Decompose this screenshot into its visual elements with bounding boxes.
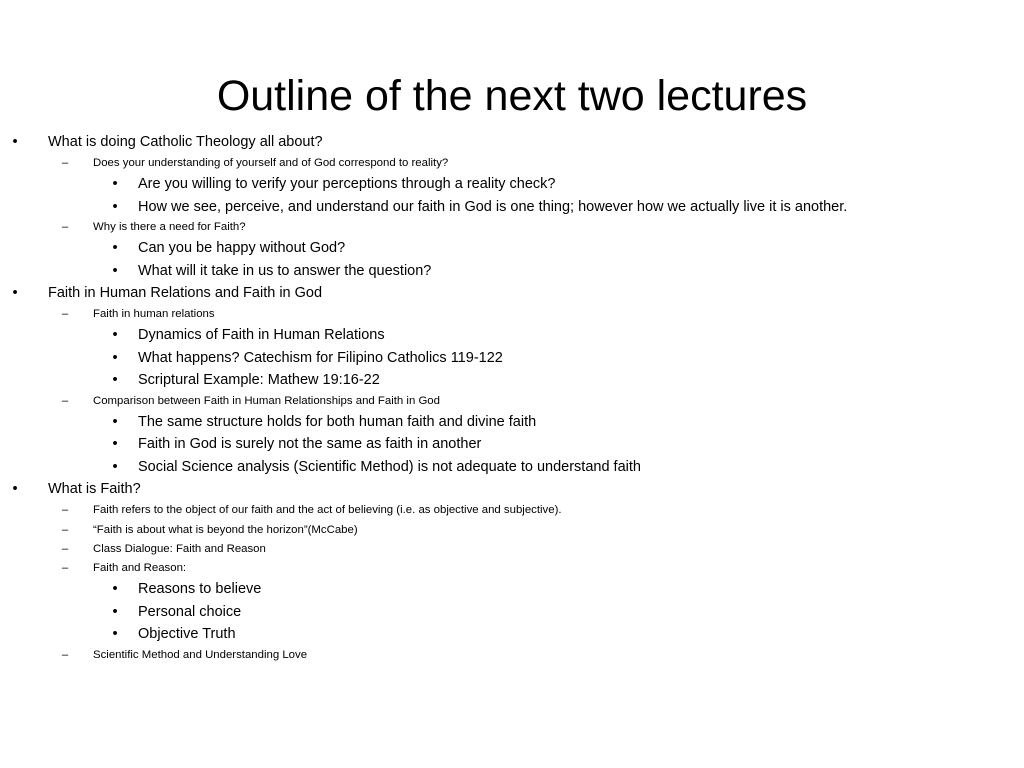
bullet-icon: • xyxy=(112,240,118,257)
slide-title: Outline of the next two lectures xyxy=(216,72,808,120)
outline-item-text: Are you willing to verify your perceptions through a reality check? xyxy=(138,176,556,193)
outline-item-level-3 xyxy=(0,369,1024,392)
outline-item-text: Dynamics of Faith in Human Relations xyxy=(138,327,385,344)
outline-item-text: Why is there a need for Faith? xyxy=(93,221,246,234)
bullet-icon: • xyxy=(112,458,118,475)
outline-item-level-1 xyxy=(0,131,1024,154)
outline-item-level-2 xyxy=(0,305,1024,324)
outline-item-text: What happens? Catechism for Filipino Catholics 119-122 xyxy=(138,349,503,366)
outline-item-text: “Faith is about what is beyond the horizon”(McCabe) xyxy=(93,523,358,536)
outline-item-level-2 xyxy=(0,391,1024,410)
outline-list xyxy=(0,131,1024,665)
outline-item-level-2 xyxy=(0,218,1024,237)
bullet-icon: • xyxy=(112,327,118,344)
bullet-icon: • xyxy=(112,198,118,215)
outline-item-text: How we see, perceive, and understand our faith in God is one thing; however how we actually live it is another. xyxy=(138,198,848,215)
bullet-icon: • xyxy=(12,285,18,302)
bullet-icon: • xyxy=(112,176,118,193)
outline-item-level-2 xyxy=(0,520,1024,539)
outline-item-text: Personal choice xyxy=(138,603,242,620)
outline-item-level-3 xyxy=(0,623,1024,646)
outline-item-level-3 xyxy=(0,260,1024,283)
dash-icon: – xyxy=(61,542,69,555)
bullet-icon: • xyxy=(112,436,118,453)
outline-item-text: Faith in human relations xyxy=(93,308,215,321)
bullet-icon: • xyxy=(112,581,118,598)
dash-icon: – xyxy=(61,395,69,408)
outline-item-text: Scientific Method and Understanding Love xyxy=(93,649,308,662)
outline-item-level-3 xyxy=(0,578,1024,601)
outline-item-level-2 xyxy=(0,501,1024,520)
outline-item-text: Faith refers to the object of our faith and the act of believing (i.e. as objective and subjective). xyxy=(93,504,562,517)
bullet-icon: • xyxy=(112,349,118,366)
outline-item-text: What is Faith? xyxy=(48,481,141,498)
outline-item-level-2 xyxy=(0,559,1024,578)
outline-item-level-3 xyxy=(0,456,1024,479)
outline-item-text: Can you be happy without God? xyxy=(138,240,346,257)
dash-icon: – xyxy=(61,562,69,575)
outline-item-text: Comparison between Faith in Human Relationships and Faith in God xyxy=(93,395,440,408)
outline-item-text: The same structure holds for both human faith and divine faith xyxy=(138,413,537,430)
outline-item-text: What will it take in us to answer the question? xyxy=(138,262,432,279)
outline-item-level-3 xyxy=(0,324,1024,347)
outline-item-level-3 xyxy=(0,600,1024,623)
outline-item-level-3 xyxy=(0,411,1024,434)
bullet-icon: • xyxy=(112,413,118,430)
dash-icon: – xyxy=(61,523,69,536)
dash-icon: – xyxy=(61,504,69,517)
bullet-icon: • xyxy=(112,372,118,389)
outline-item-level-1 xyxy=(0,282,1024,305)
outline-item-text: Class Dialogue: Faith and Reason xyxy=(93,542,266,555)
outline-item-level-2 xyxy=(0,154,1024,173)
dash-icon: – xyxy=(61,221,69,234)
bullet-icon: • xyxy=(12,481,18,498)
outline-item-level-3 xyxy=(0,173,1024,196)
outline-item-text: Objective Truth xyxy=(138,626,236,643)
outline-item-text: What is doing Catholic Theology all about? xyxy=(48,134,323,151)
outline-item-level-3 xyxy=(0,237,1024,260)
outline-item-level-3 xyxy=(0,195,1024,218)
bullet-icon: • xyxy=(112,262,118,279)
bullet-icon: • xyxy=(112,603,118,620)
bullet-icon: • xyxy=(112,626,118,643)
dash-icon: – xyxy=(61,157,69,170)
outline-item-level-3 xyxy=(0,346,1024,369)
outline-item-text: Faith in Human Relations and Faith in God xyxy=(48,285,323,302)
outline-item-text: Does your understanding of yourself and of God correspond to reality? xyxy=(93,157,449,170)
outline-item-level-2 xyxy=(0,539,1024,558)
outline-item-text: Social Science analysis (Scientific Method) is not adequate to understand faith xyxy=(138,458,641,475)
outline-item-text: Faith and Reason: xyxy=(93,562,187,575)
dash-icon: – xyxy=(61,649,69,662)
outline-item-level-3 xyxy=(0,433,1024,456)
outline-item-text: Scriptural Example: Mathew 19:16-22 xyxy=(138,372,380,389)
outline-item-text: Reasons to believe xyxy=(138,581,262,598)
outline-item-level-1 xyxy=(0,478,1024,501)
outline-item-text: Faith in God is surely not the same as faith in another xyxy=(138,436,482,453)
bullet-icon: • xyxy=(12,134,18,151)
outline-item-level-2 xyxy=(0,645,1024,664)
dash-icon: – xyxy=(61,308,69,321)
